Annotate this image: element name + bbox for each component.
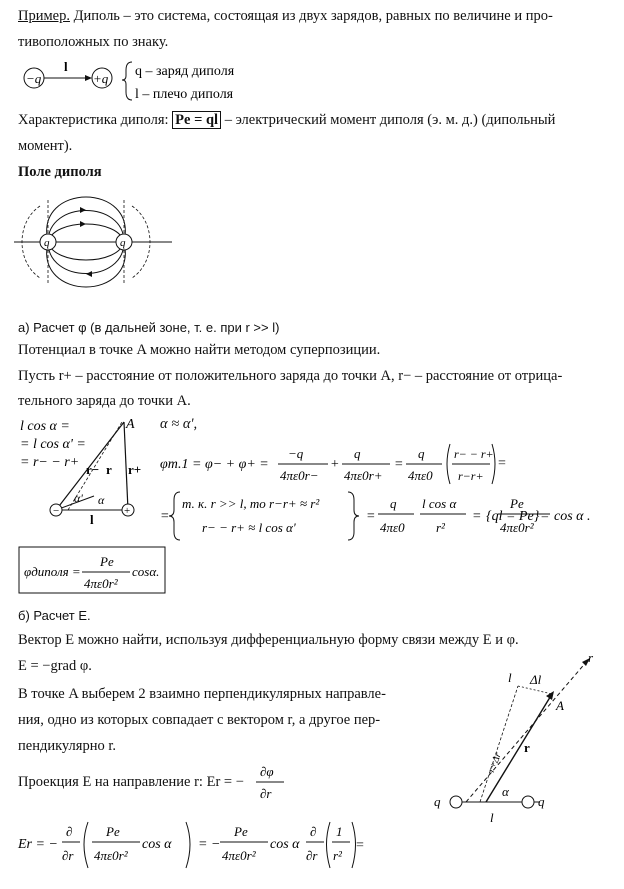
eq-sign-6: = [540, 509, 550, 524]
result-a-den: 4πε0r² [84, 576, 118, 591]
fig-b-arm: l [490, 810, 494, 825]
er-lhs: Er = − [18, 837, 58, 852]
fig-a-arm: l [90, 512, 94, 527]
term4-den: 4πε0 [380, 520, 405, 535]
part-b-line-2: E = −grad φ. [18, 658, 92, 674]
fig-a-alpha-prime: α' [74, 491, 83, 505]
fig-a-line-3: = r− − r+ [20, 455, 80, 470]
field-heading: Поле диполя [18, 164, 102, 180]
term1-num: −q [288, 446, 304, 461]
legend-l: l – плечо диполя [135, 87, 234, 102]
er-mid: = − [198, 837, 221, 852]
cos-alpha-end: cos α . [554, 509, 591, 524]
brace-line-2: r− − r+ ≈ l cos α' [202, 520, 296, 535]
legend-q: q – заряд диполя [135, 64, 235, 79]
term1-den: 4πε0r− [280, 468, 319, 483]
subst: {ql = Pe} [486, 509, 540, 524]
er-cos: cos α [142, 837, 172, 852]
fig-a-line-2: = l cos α' = [20, 437, 86, 452]
term6-num: Pe [510, 496, 524, 511]
fig-a-line-1: l cos α = [20, 419, 70, 434]
arm-label: l [64, 59, 68, 74]
frac1-num: 1 [336, 824, 343, 839]
formula-row-2-tail [496, 488, 622, 544]
field-right-charge: q [120, 237, 126, 249]
result-a-cos: cosα. [132, 564, 160, 579]
characteristic-suffix: – электрический момент диполя (э. м. д.) (дипольный [221, 112, 556, 128]
legend-brace [122, 62, 132, 100]
result-a-num: Pe [100, 554, 114, 569]
d-den-2: ∂r [306, 848, 318, 863]
d-num-2: ∂ [310, 824, 317, 839]
paren-den: r−r+ [458, 469, 484, 483]
result-a-lhs: φдиполя = [24, 564, 81, 579]
plus-sign: + [330, 457, 340, 472]
fig-a-minus-sign: − [53, 505, 60, 517]
phi-sum-lhs: φт.1 = φ− + φ+ = [160, 457, 269, 472]
characteristic-line [18, 110, 614, 130]
dipole-schema [14, 58, 314, 108]
fig-b-q-left: q [434, 794, 441, 809]
part-b-line-3: В точке A выберем 2 взаимно перпендикулярных направле- [18, 686, 386, 702]
pe-num: Pe [106, 824, 120, 839]
fig-a-r-plus: r+ [128, 462, 142, 477]
field-left-charge: q [44, 237, 50, 249]
pos-charge-label: +q [93, 71, 109, 86]
formula-row-1 [160, 440, 500, 490]
paren-num: r− − r+ [454, 447, 494, 461]
definition-line-2: тивоположных по знаку. [18, 34, 169, 50]
part-b-heading: б) Расчет E. [18, 608, 91, 623]
d-num: ∂ [66, 824, 73, 839]
brace-line-1: т. к. r >> l, то r−r+ ≈ r² [182, 496, 320, 511]
fig-a-point: A [126, 417, 135, 432]
definition-line-1 [18, 6, 614, 26]
part-b-line-1: Вектор E можно найти, используя дифференциальную форму связи между E и φ. [18, 632, 519, 648]
fig-a-r: r [106, 462, 112, 477]
pe-den: 4πε0r² [94, 848, 128, 863]
term2-den: 4πε0r+ [344, 468, 383, 483]
result-a-box [18, 546, 168, 596]
eq-sign-4: = [366, 509, 376, 524]
part-a-heading: а) Расчет φ (в дальней зоне, т. е. при r >> l) [18, 320, 280, 335]
pe-num-2: Pe [234, 824, 248, 839]
characteristic-line-2: момент). [18, 138, 73, 154]
figure-a [14, 414, 159, 527]
er-cos-2: cos α [270, 837, 300, 852]
projection-text: Проекция E на направление r: Er = − [18, 774, 244, 790]
part-a-line-1: Потенциал в точке A можно найти методом суперпозиции. [18, 342, 381, 358]
eq-sign-3: = [160, 509, 170, 524]
frac1-den: r² [333, 848, 342, 863]
part-b-line-5: пендикулярно r. [18, 738, 116, 754]
fig-a-r-minus: r− [86, 462, 100, 477]
definition-text: Диполь – это система, состоящая из двух зарядов, равных по величине и про- [69, 8, 553, 24]
d-den: ∂r [62, 848, 74, 863]
figure-b [420, 650, 620, 830]
fig-a-plus-sign: + [124, 505, 131, 517]
term6-den: 4πε0r² [500, 520, 534, 535]
term5-den: r² [436, 520, 445, 535]
part-a-line-2: Пусть r+ – расстояние от положительного заряда до точки A, r− – расстояние от отрица- [18, 368, 563, 384]
fig-b-r-axis: r [588, 650, 594, 665]
term4-num: q [390, 496, 397, 511]
dipole-field-figure [14, 182, 174, 302]
fig-b-dl: Δl [530, 672, 542, 687]
fig-b-dr: r+Δr [486, 751, 504, 775]
term3-den: 4πε0 [408, 468, 433, 483]
fig-b-alpha: α [502, 784, 509, 799]
projection-fraction [254, 758, 294, 808]
proj-num: ∂φ [260, 764, 274, 779]
proj-den: ∂r [260, 786, 272, 801]
dipole-moment-formula: Pe = ql [172, 111, 221, 129]
er-formula [18, 816, 368, 876]
fig-b-l: l [508, 670, 512, 685]
eq-sign-2: = [498, 456, 506, 471]
characteristic-prefix: Характеристика диполя: [18, 112, 169, 128]
term2-num: q [354, 446, 361, 461]
neg-charge-label: −q [26, 71, 42, 86]
pe-den-2: 4πε0r² [222, 848, 256, 863]
part-b-line-4: ния, одно из которых совпадает с вектором r, а другое пер- [18, 712, 381, 728]
fig-b-r: r [524, 740, 530, 755]
term3-num: q [418, 446, 425, 461]
alpha-approx: α ≈ α', [160, 416, 198, 432]
fig-b-point: A [556, 698, 564, 713]
fig-b-q-right: q [538, 794, 545, 809]
part-a-line-3: тельного заряда до точки A. [18, 393, 191, 409]
example-label: Пример. [18, 8, 70, 24]
fig-a-alpha: α [98, 493, 105, 507]
term5-num: l cos α [422, 496, 457, 511]
eq-sign-5: = [472, 509, 482, 524]
er-end: = [356, 838, 364, 853]
eq-sign-1: = [394, 457, 404, 472]
